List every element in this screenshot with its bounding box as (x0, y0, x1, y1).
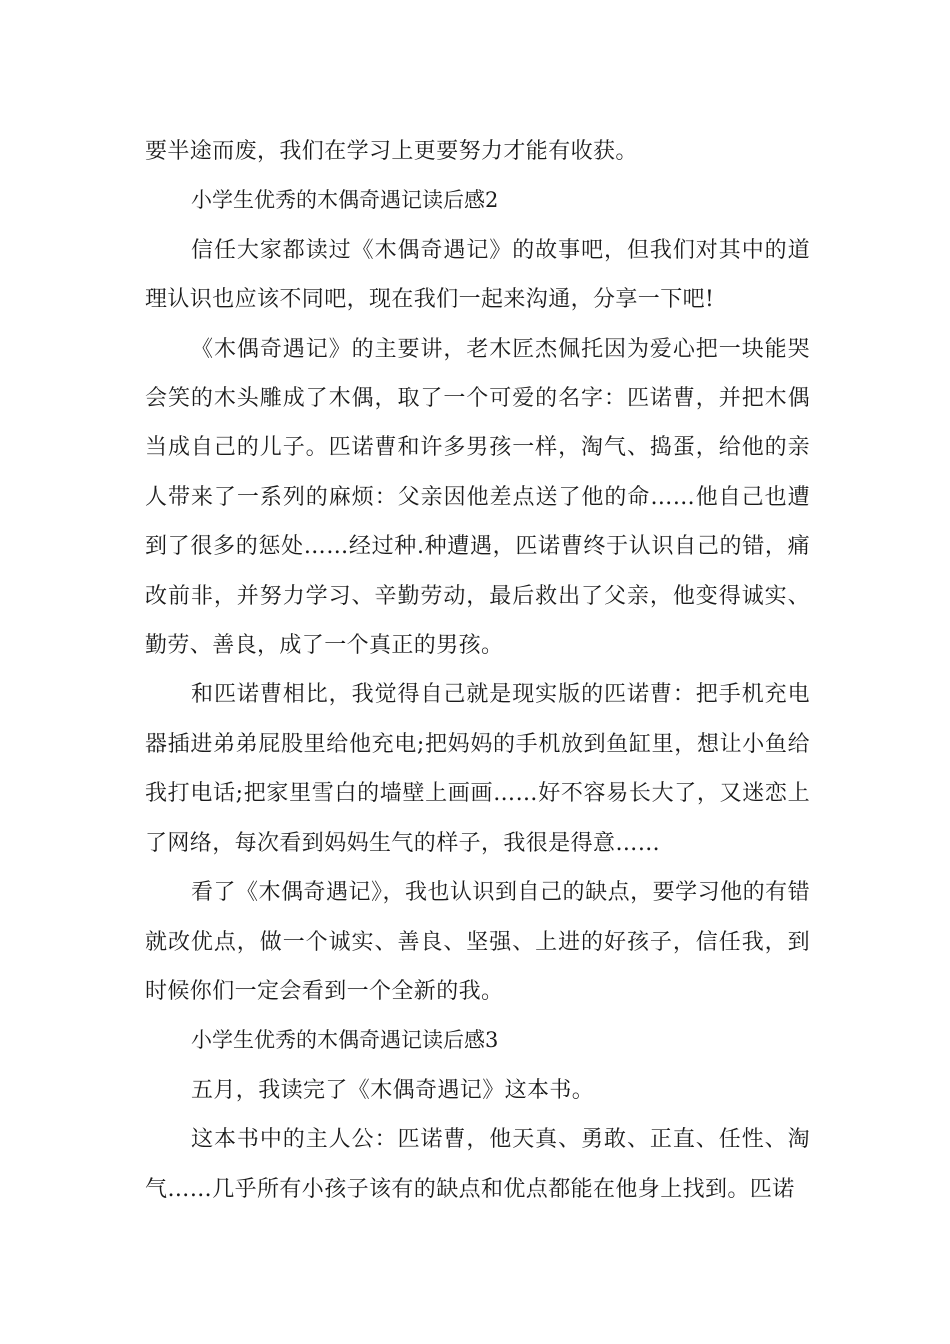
paragraph-comparison: 和匹诺曹相比，我觉得自己就是现实版的匹诺曹：把手机充电器插进弟弟屁股里给他充电;把妈妈的手机放到鱼缸里，想让小鱼给我打电话;把家里雪白的墙壁上画画……好不容易长大了，又迷恋上了网络，每次看到妈妈生气的样子，我很是得意…… (145, 682, 810, 856)
paragraph-protagonist: 这本书中的主人公：匹诺曹，他天真、勇敢、正直、任性、淘气……几乎所有小孩子该有的缺点和优点都能在他身上找到。匹诺 (145, 1127, 810, 1202)
paragraph-reflection: 看了《木偶奇遇记》，我也认识到自己的缺点，要学习他的有错就改优点，做一个诚实、善良、坚强、上进的好孩子，信任我，到时候你们一定会看到一个全新的我。 (145, 880, 810, 1004)
paragraph-continuation: 要半途而废，我们在学习上更要努力才能有收获。 (145, 139, 638, 164)
section-heading-3: 小学生优秀的木偶奇遇记读后感3 (191, 1028, 499, 1053)
section-heading-2: 小学生优秀的木偶奇遇记读后感2 (191, 188, 499, 213)
document-body (145, 127, 810, 1214)
paragraph-summary: 《木偶奇遇记》的主要讲，老木匠杰佩托因为爱心把一块能哭会笑的木头雕成了木偶，取了一个可爱的名字：匹诺曹，并把木偶当成自己的儿子。匹诺曹和许多男孩一样，淘气、捣蛋，给他的亲人带来了一系列的麻烦：父亲因他差点送了他的命……他自己也遭到了很多的惩处……经过种.种遭遇，匹诺曹终于认识自己的错，痛改前非，并努力学习、辛勤劳动，最后救出了父亲，他变得诚实、勤劳、善良，成了一个真正的男孩。 (145, 336, 810, 659)
paragraph-may: 五月，我读完了《木偶奇遇记》这本书。 (191, 1077, 595, 1103)
paragraph-intro: 信任大家都读过《木偶奇遇记》的故事吧，但我们对其中的道理认识也应该不同吧，现在我们一起来沟通，分享一下吧! (145, 237, 810, 313)
